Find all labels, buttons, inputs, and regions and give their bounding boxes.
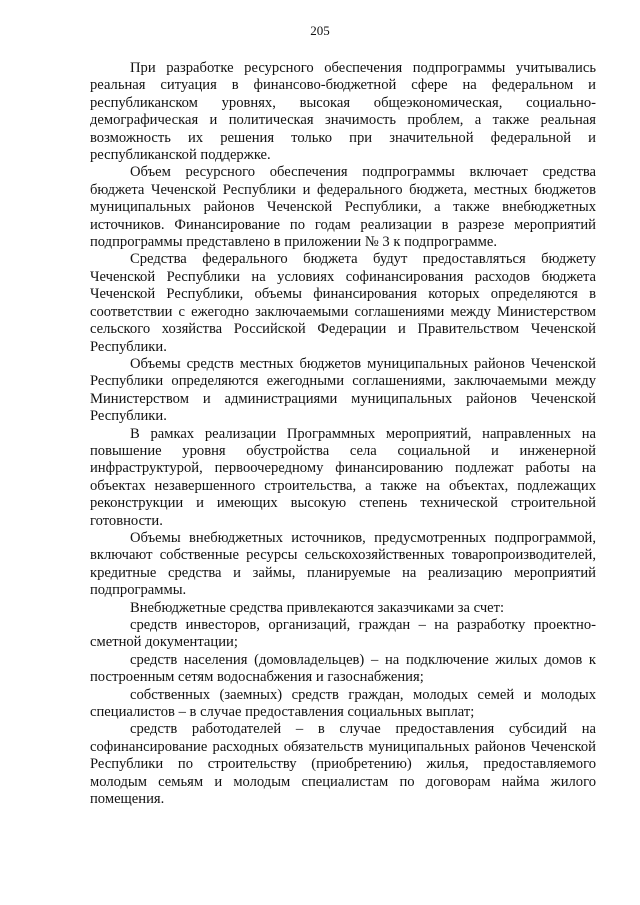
paragraph-extrabudgetary-sources: Объемы внебюджетных источников, предусмотренных подпрограммой, включают собственные ресурсы сельскохозяйственных товаропроизводителей, кредитные средства и займы, планируемые на реализацию мероприятий подпрограммы. (90, 529, 596, 599)
body-text (90, 60, 596, 808)
list-item-investors: средств инвесторов, организаций, граждан – на разработку проектно-сметной документации; (90, 617, 596, 651)
paragraph-resource-volume: Объем ресурсного обеспечения подпрограммы включает средства бюджета Чеченской Республики и федерального бюджета, местных бюджетов муниципальных районов Чеченской Республики, а также внебюджетных источников. Финансирование по годам реализации в разрезе мероприятий подпрограммы представлено в приложении № 3 к подпрограмме. (90, 164, 596, 251)
paragraph-resource-planning: При разработке ресурсного обеспечения подпрограммы учитывались реальная ситуация в финансово-бюджетной сфере на федеральном и республиканском уровнях, высокая общеэкономическая, социально-демографическая и политическая значимость проблем, а также реальная возможность их решения только при значительной федеральной и республиканской поддержке. (90, 60, 596, 164)
paragraph-federal-funds: Средства федерального бюджета будут предоставляться бюджету Чеченской Республики на условиях софинансирования расходов бюджета Чеченской Республики, объемы финансирования которых определяются в соответствии с ежегодно заключаемыми соглашениями между Министерством сельского хозяйства Российской Федерации и Правительством Чеченской Республики. (90, 251, 596, 355)
paragraph-priority-financing: В рамках реализации Программных мероприятий, направленных на повышение уровня обустройства села социальной и инженерной инфраструктурой, первоочередному финансированию подлежат работы на объектах незавершенного строительства, а также на объектах, подлежащих реконструкции и имеющих высокую степень технической строительной готовности. (90, 425, 596, 529)
paragraph-local-budgets: Объемы средств местных бюджетов муниципальных районов Чеченской Республики определяются ежегодными соглашениями, заключаемыми между Министерством и администрациями муниципальных районов Чеченской Республики. (90, 355, 596, 425)
paragraph-extrabudgetary-intro: Внебюджетные средства привлекаются заказчиками за счет: (130, 599, 505, 616)
list-item-employers: средств работодателей – в случае предоставления субсидий на софинансирование расходных обязательств муниципальных районов Чеченской Республики по строительству (приобретению) жилья, предоставляемого молодым семьям и молодым специалистам по договорам найма жилого помещения. (90, 721, 596, 808)
list-item-population: средств населения (домовладельцев) – на подключение жилых домов к построенным сетям водоснабжения и газоснабжения; (90, 651, 596, 686)
list-item-own-funds: собственных (заемных) средств граждан, молодых семей и молодых специалистов – в случае предоставления социальных выплат; (90, 686, 596, 721)
page-number: 205 (310, 23, 330, 38)
